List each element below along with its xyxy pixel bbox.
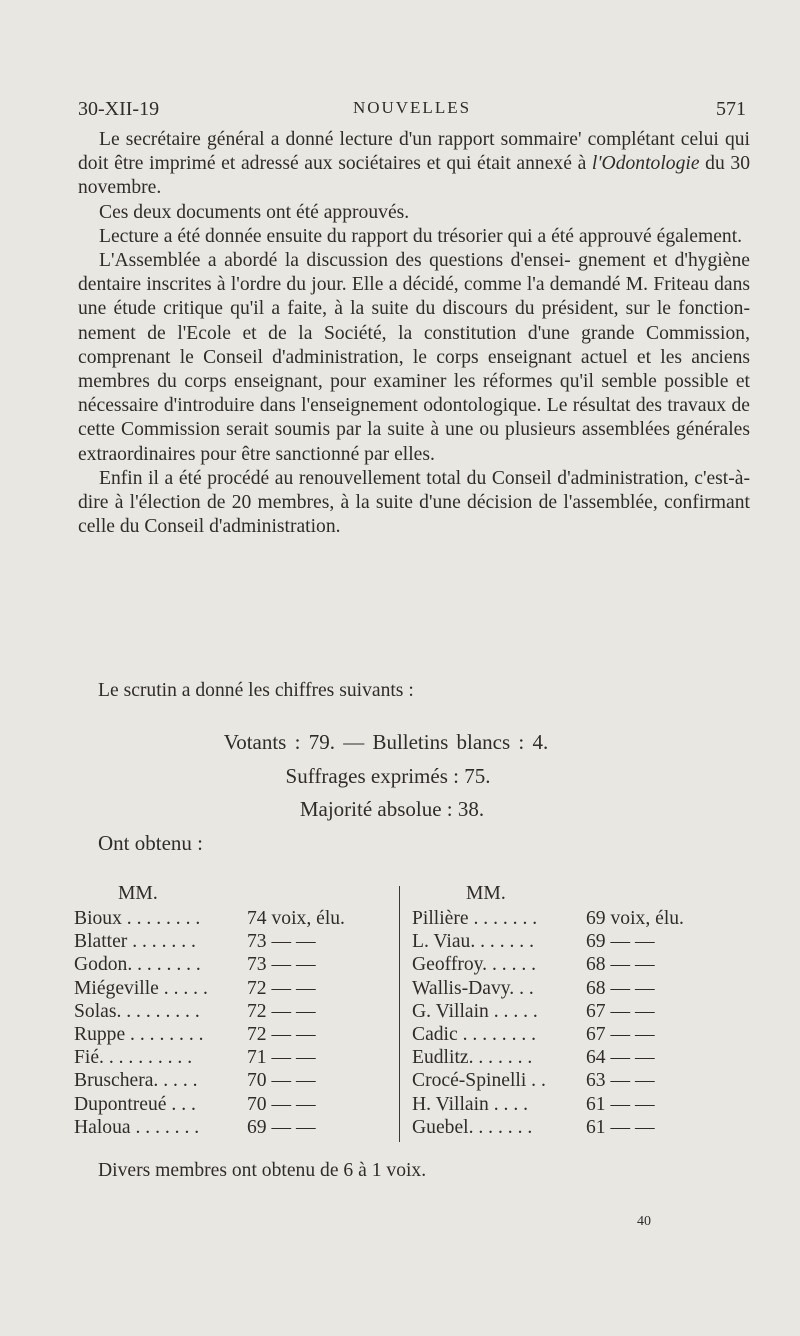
results-left-column [74, 881, 384, 1139]
column-divider [399, 886, 400, 1142]
result-row: Solas. . . . . . . . . 72 — — [74, 1000, 316, 1022]
result-row: Geoffroy. . . . . . 68 — — [412, 954, 655, 976]
result-row: Eudlitz. . . . . . . 64 — — [412, 1047, 655, 1069]
results-right-column [412, 881, 742, 1139]
totals-majorite: Majorité absolue : 38. [299, 797, 485, 821]
ont-obtenu-label: Ont obtenu : [98, 831, 203, 855]
paragraph: Lecture a été donnée ensuite du rapport du trésorier qui a été approuvé également. [99, 225, 743, 247]
page-header [78, 98, 746, 128]
signature-mark: 40 [637, 1214, 651, 1229]
result-row: Wallis-Davy. . . 68 — — [412, 977, 655, 999]
result-row: Fié. . . . . . . . . . 71 — — [74, 1047, 316, 1069]
result-row: G. Villain . . . . . 67 — — [412, 1000, 655, 1022]
result-row: Cadic . . . . . . . . 67 — — [412, 1023, 655, 1045]
result-row: Bioux . . . . . . . . 74 voix, élu. [74, 908, 345, 929]
result-row: Miégeville . . . . . 72 — — [74, 977, 316, 999]
paragraph: Le secrétaire général a donné lecture d'un rapport sommaire' complétant celui qui doit être imprimé et adressé aux sociétaires et qui était annexé à l'Odontologie du 30 novembre. [78, 129, 751, 199]
scrutin-intro: Le scrutin a donné les chiffres suivants : [98, 680, 414, 701]
header-section: NOUVELLES [352, 98, 472, 117]
totals-suffrages: Suffrages exprimés : 75. [285, 764, 491, 788]
result-row: Bruschera. . . . . 70 — — [74, 1070, 316, 1092]
header-date: 30-XII-19 [78, 98, 160, 120]
paragraph: Enfin il a été procédé au renouvellement total du Conseil d'administration, c'est-à-dire à l'élection de 20 membres, à la suite d'une décision de l'assemblée, confirmant celle du Conseil d'administration. [78, 467, 750, 538]
column-heading: MM. [466, 883, 506, 904]
divers-note: Divers membres ont obtenu de 6 à 1 voix. [98, 1160, 427, 1181]
result-row: Guebel. . . . . . . 61 — — [412, 1116, 655, 1138]
page-number: 571 [716, 98, 746, 120]
result-row: L. Viau. . . . . . . 69 — — [412, 931, 655, 953]
paragraph: Ces deux documents ont été approuvés. [99, 201, 410, 223]
result-row: Crocé-Spinelli . . 63 — — [412, 1070, 655, 1092]
totals-votants: Votants : 79. — Bulletins blancs : 4. [223, 730, 549, 754]
result-row: Dupontreué . . . 70 — — [74, 1093, 316, 1115]
result-row: Haloua . . . . . . . 69 — — [74, 1116, 316, 1138]
result-row: Ruppe . . . . . . . . 72 — — [74, 1023, 316, 1045]
result-row: Godon. . . . . . . . 73 — — [74, 954, 316, 976]
paragraph: L'Assemblée a abordé la discussion des questions d'ensei- gnement et d'hygiène dentaire inscrites à l'ordre du jour. Elle a décidé, comme l'a demandé M. Friteau dans une étude critique qu'il a faite, à la suite du discours du président, sur le fonction- nement de l'Ecole et de la Société, la constitution d'une grande Commission, comprenant le Conseil d'administration, le corps enseignant actuel et les anciens membres du corps enseignant, pour examiner les réformes qu'il semble possible et nécessaire d'introduire dans l'enseignement odontologique. Le résultat des travaux de cette Commission serait soumis par la suite à une ou plusieurs assemblées générales extraordinaires pour être sanctionné par elles. [78, 250, 750, 465]
column-heading: MM. [118, 883, 158, 904]
result-row: Blatter . . . . . . . 73 — — [74, 931, 316, 953]
result-row: H. Villain . . . . 61 — — [412, 1093, 655, 1115]
article-body [78, 128, 750, 539]
result-row: Pillière . . . . . . . 69 voix, élu. [412, 908, 684, 929]
